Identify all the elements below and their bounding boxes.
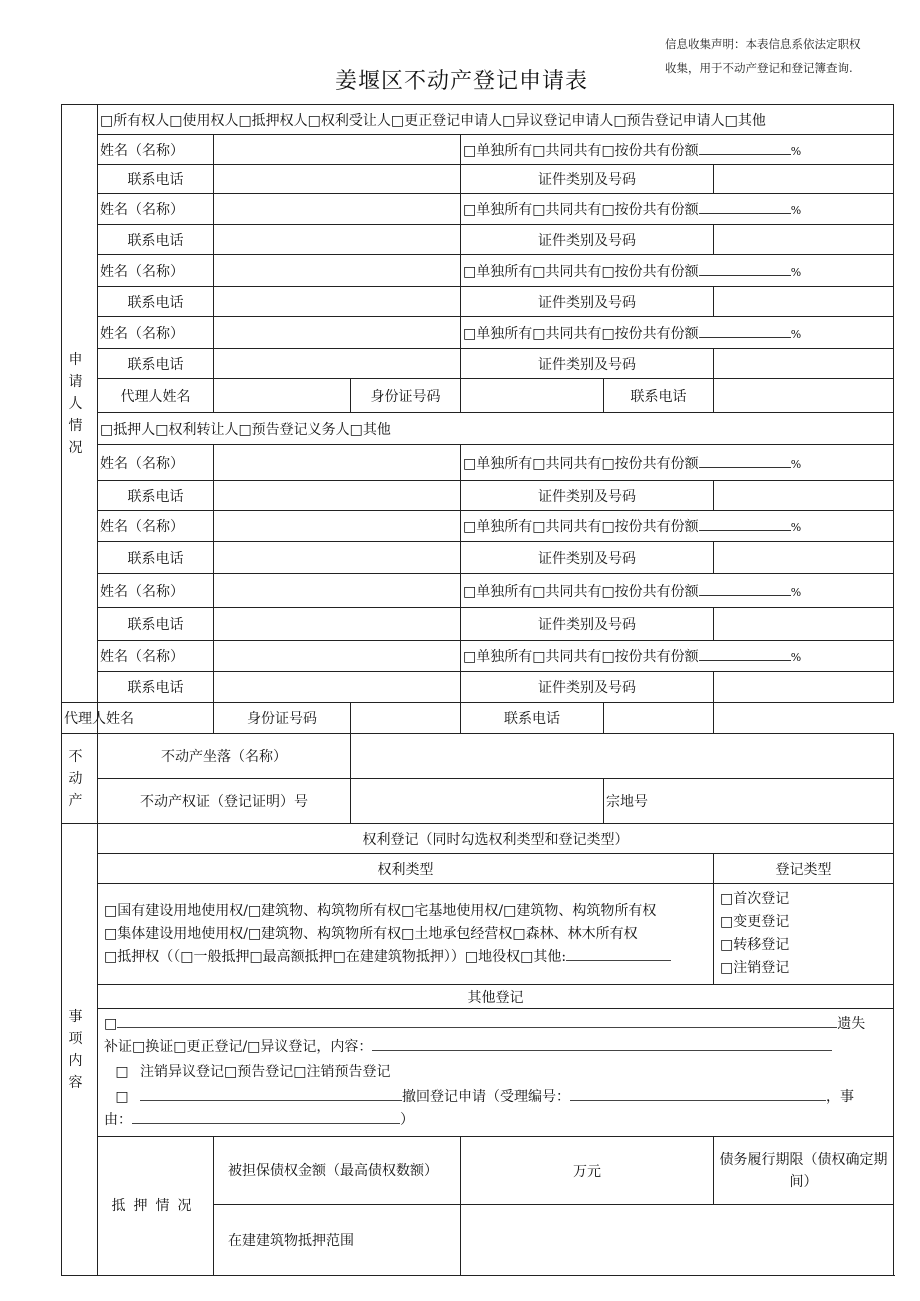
share-line[interactable] [699,583,791,596]
share-options-text[interactable]: □单独所有□共同共有□按份共有份额 [463,142,699,159]
phone-field[interactable] [214,672,461,703]
info-collection-notice [665,32,885,80]
obligor-type-checkboxes[interactable]: □抵押人□权利转让人□预告登记义务人□其他 [98,413,894,445]
name-field[interactable] [214,445,461,481]
registration-type-header: 登记类型 [714,854,894,884]
share-options-text[interactable]: □单独所有□共同共有□按份共有份额 [463,649,699,665]
name-label: 姓名（名称） [98,511,214,542]
registration-type-options [714,884,894,985]
construction-mortgage-scope-field[interactable] [461,1205,894,1276]
reason-blank[interactable] [132,1109,400,1124]
share-options-text[interactable]: □单独所有□共同共有□按份共有份额 [463,455,699,472]
share-options-text[interactable]: □单独所有□共同共有□按份共有份额 [463,583,699,600]
id-type-field[interactable] [714,481,894,511]
share-options-text[interactable]: □单独所有□共同共有□按份共有份额 [463,263,699,280]
id-type-label: 证件类别及号码 [461,165,714,194]
other-reg-line-3-box[interactable]: □ [115,1064,129,1080]
name-label: 姓名（名称） [98,194,214,225]
rights-type-header: 权利类型 [98,854,714,884]
applicant-section-label: 申请人情况 [62,105,98,703]
share-options-text[interactable]: □单独所有□共同共有□按份共有份额 [463,202,699,218]
ownership-share-options[interactable] [461,255,894,287]
share-line[interactable] [699,142,791,155]
matters-section-label: 事项内容 [62,824,98,1276]
share-line[interactable] [699,263,791,276]
secured-amount-unit[interactable]: 万元 [461,1137,714,1205]
percent-sign: % [790,265,802,279]
id-type-field[interactable] [714,608,894,641]
share-options-text[interactable]: □单独所有□共同共有□按份共有份额 [463,325,699,342]
name-label: 姓名（名称） [98,317,214,349]
other-reg-line-3[interactable] [104,1061,887,1084]
name-label: 姓名（名称） [98,255,214,287]
ownership-share-options[interactable] [461,194,894,225]
id-type-label: 证件类别及号码 [461,287,714,317]
property-cert-label: 不动产权证（登记证明）号 [98,779,351,824]
share-line[interactable] [699,518,791,531]
share-line[interactable] [699,201,791,214]
notice-line-1: 信息收集声明：本表信息系依法定职权 [665,37,861,51]
agent-phone-label: 联系电话 [461,703,604,734]
phone-field[interactable] [214,349,461,379]
phone-label: 联系电话 [98,481,214,511]
phone-label: 联系电话 [98,225,214,255]
phone-field[interactable] [214,542,461,574]
phone-field[interactable] [214,225,461,255]
name-label: 姓名（名称） [98,574,214,608]
id-number-field[interactable] [351,703,461,734]
percent-sign: % [790,457,802,471]
id-type-label: 证件类别及号码 [461,481,714,511]
name-field[interactable] [214,255,461,287]
ownership-share-options[interactable] [461,317,894,349]
mortgage-section-label: 抵押情况 [98,1137,214,1276]
construction-mortgage-scope-label: 在建建筑物抵押范围 [214,1205,461,1276]
obligee-type-checkboxes[interactable]: □所有权人□使用权人□抵押权人□权利受让人□更正登记申请人□异议登记申请人□预告登记申请人□其他 [98,105,894,135]
name-label: 姓名（名称） [98,641,214,672]
other-reg-line-1-box[interactable]: □ [104,1016,118,1032]
property-cert-field[interactable] [351,779,604,824]
reg-type-cancel[interactable]: □注销登记 [720,960,790,976]
id-number-field[interactable] [461,379,604,413]
other-reg-line-5[interactable] [104,1109,887,1132]
other-reg-line-2[interactable] [104,1036,887,1059]
phone-label: 联系电话 [98,287,214,317]
notice-line-2: 收集，用于不动产登记和登记簿查询. [665,61,853,75]
id-type-label: 证件类别及号码 [461,225,714,255]
form-title: 姜堰区不动产登记申请表 [335,69,589,94]
phone-label: 联系电话 [98,542,214,574]
reg-type-change[interactable]: □变更登记 [720,914,790,930]
percent-sign: % [790,585,802,599]
agent-phone-label: 联系电话 [604,379,714,413]
agent-name-label: 代理人姓名 [98,379,214,413]
share-line[interactable] [699,648,791,661]
id-type-field[interactable] [714,287,894,317]
id-type-field[interactable] [714,542,894,574]
name-field[interactable] [214,511,461,542]
share-line[interactable] [699,325,791,338]
reg-type-first[interactable]: □首次登记 [720,891,790,907]
withdraw-blank[interactable] [140,1086,402,1101]
rights-type-row-3-text[interactable]: □抵押权（（□一般抵押□最高额抵押□在建建筑物抵押））□地役权□其他: [104,948,567,965]
reason-label: 由： [104,1112,132,1128]
agent-name-field[interactable] [214,379,351,413]
id-type-field[interactable] [714,165,894,194]
property-location-label: 不动产坐落（名称） [98,734,351,779]
secured-amount-label: 被担保债权金额（最高债权数额） [214,1137,461,1205]
ownership-share-options[interactable] [461,574,894,608]
reg-type-transfer[interactable]: □转移登记 [720,937,790,953]
phone-field[interactable] [214,165,461,194]
name-label: 姓名（名称） [98,135,214,165]
id-type-label: 证件类别及号码 [461,349,714,379]
content-blank[interactable] [372,1036,832,1051]
id-number-label: 身份证号码 [214,703,351,734]
other-reg-line-4-box[interactable]: □ [115,1089,129,1105]
percent-sign: % [790,144,802,158]
rights-registration-header: 权利登记（同时勾选权利类型和登记类型） [98,824,894,854]
property-section-label: 不动产 [62,734,98,824]
agent-phone-field[interactable] [604,703,714,734]
rights-type-row-1[interactable]: □国有建设用地使用权/□建筑物、构筑物所有权□宅基地使用权/□建筑物、构筑物所有权 [104,902,657,919]
phone-field[interactable] [214,481,461,511]
other-reg-line-2-text[interactable]: 补证□换证□更正登记/□异议登记，内容： [104,1039,373,1055]
rights-type-row-3[interactable] [104,946,707,969]
share-options-text[interactable]: □单独所有□共同共有□按份共有份额 [463,519,699,535]
rights-type-row-2[interactable]: □集体建设用地使用权/□建筑物、构筑物所有权□土地承包经营权□森林、林木所有权 [104,925,638,942]
ownership-share-options[interactable] [461,135,894,165]
parcel-number-label: 宗地号 [604,779,894,824]
rights-type-options [98,884,714,985]
id-type-label: 证件类别及号码 [461,608,714,641]
id-type-field[interactable] [714,672,894,703]
other-reg-line-1-blank[interactable] [117,1013,837,1028]
name-field[interactable] [214,641,461,672]
other-rights-line[interactable] [566,946,671,961]
reason-prefix: ，事 [826,1089,854,1105]
phone-label: 联系电话 [98,672,214,703]
id-type-label: 证件类别及号码 [461,672,714,703]
name-field[interactable] [214,574,461,608]
name-field[interactable] [214,317,461,349]
reason-close: ） [400,1112,414,1128]
ownership-share-options[interactable] [461,641,894,672]
other-reg-line-1[interactable] [104,1013,887,1036]
id-type-label: 证件类别及号码 [461,542,714,574]
other-reg-line-4[interactable] [104,1086,887,1109]
id-type-field[interactable] [714,349,894,379]
phone-field[interactable] [214,608,461,641]
percent-sign: % [790,327,802,341]
phone-label: 联系电话 [98,349,214,379]
name-field[interactable] [214,135,461,165]
lost-label: 遗失 [837,1016,866,1032]
withdraw-text: 撤回登记申请（受理编号： [402,1089,570,1105]
agent-phone-field[interactable] [714,379,894,413]
debt-period-label: 债务履行期限（债权确定期间） [714,1137,894,1205]
phone-field[interactable] [214,287,461,317]
name-field[interactable] [214,194,461,225]
phone-label: 联系电话 [98,165,214,194]
agent-name-label: 代理人姓名 [62,703,98,734]
acceptance-number-blank[interactable] [570,1086,826,1101]
property-location-field[interactable] [351,734,894,779]
name-label: 姓名（名称） [98,445,214,481]
phone-label: 联系电话 [98,608,214,641]
id-type-field[interactable] [714,225,894,255]
percent-sign: % [790,651,802,664]
share-line[interactable] [699,455,791,468]
ownership-share-options[interactable] [461,445,894,481]
other-registration-options [98,1009,894,1137]
id-number-label: 身份证号码 [351,379,461,413]
other-registration-header: 其他登记 [98,985,894,1009]
other-reg-line-3-text[interactable]: 注销异议登记□预告登记□注销预告登记 [140,1064,391,1080]
registration-form-table [61,104,894,1276]
ownership-share-options[interactable] [461,511,894,542]
percent-sign: % [790,521,802,534]
percent-sign: % [790,204,802,217]
